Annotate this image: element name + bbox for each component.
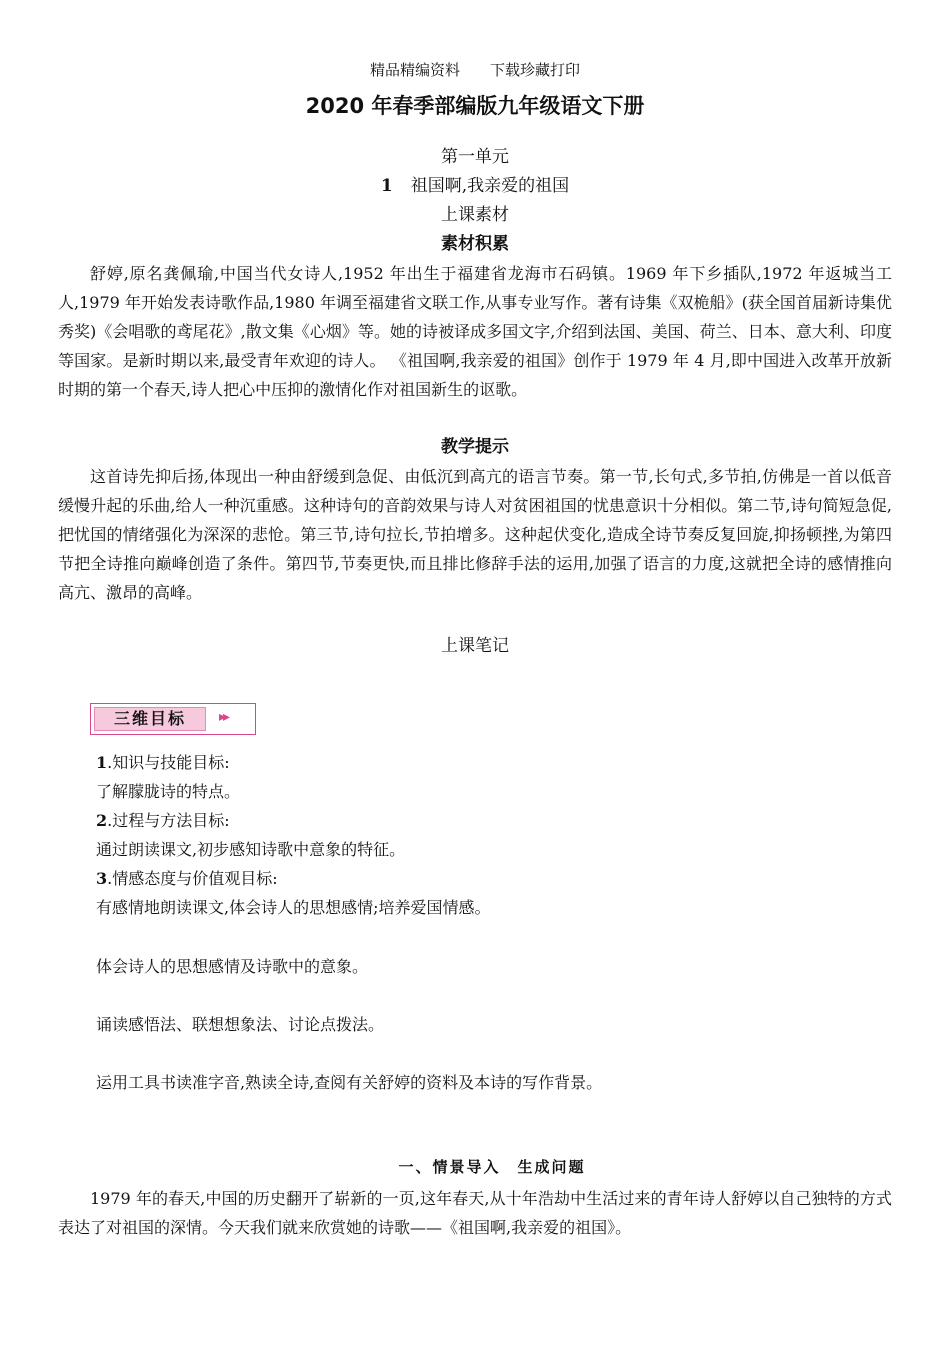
section-notes-title: 上课笔记: [441, 636, 509, 656]
goal-2-detail: 通过朗读课文,初步感知诗歌中意象的特征。: [96, 840, 406, 859]
step1-paragraph: 1979 年的春天,中国的历史翻开了崭新的一页,这年春天,从十年浩劫中生活过来的青年诗人舒婷以自己独特的方式表达了对祖国的深情。今天我们就来欣赏她的诗歌——《祖国啊,我亲爱的祖国》。: [58, 1189, 892, 1237]
lesson-title: [0, 174, 950, 198]
goal-1-detail: 了解朦胧诗的特点。: [96, 782, 241, 801]
tips-paragraph: 这首诗先抑后扬,体现出一种由舒缓到急促、由低沉到高亢的语言节奏。第一节,长句式,多节拍,仿佛是一首以低音缓慢升起的乐曲,给人一种沉重感。这种诗句的音韵效果与诗人对贫困祖国的忧患意识十分相似。第二节,诗句简短急促,把忧国的情绪强化为深深的悲怆。第三节,诗句拉长,节拍增多。这种起伏变化,造成全诗节奏反复回旋,抑扬顿挫,为第四节把全诗推向巅峰创造了条件。第四节,节奏更快,而且排比修辞手法的运用,加强了语言的力度,这就把全诗的感情推向高亢、激昂的高峰。: [58, 467, 892, 602]
header-note: 精品精编资料 下载珍藏打印: [369, 61, 580, 79]
lesson-number: 1: [380, 176, 393, 196]
double-arrow-icon: ▸▸: [219, 709, 228, 725]
material-heading: 素材积累: [441, 234, 509, 254]
document-title: 2020 年春季部编版九年级语文下册: [305, 94, 645, 118]
three-goals-badge: [90, 703, 256, 735]
goal-3-title: 3.情感态度与价值观目标:: [96, 869, 278, 888]
goal-1-title: 1.知识与技能目标:: [96, 753, 230, 772]
key-point: 体会诗人的思想感情及诗歌中的意象。: [96, 957, 369, 976]
unit-title: 第一单元: [441, 147, 509, 167]
goal-3-detail: 有感情地朗读课文,体会诗人的思想感情;培养爱国情感。: [96, 898, 491, 917]
material-paragraph: 舒婷,原名龚佩瑜,中国当代女诗人,1952 年出生于福建省龙海市石码镇。1969 年下乡插队,1972 年返城当工人,1979 年开始发表诗歌作品,1980 年调至福建省文联工作,从事专业写作。著有诗集《双桅船》(获全国首届新诗集优秀奖)《会唱歌的鸢尾花》,散文集《心烟》等。她的诗被译成多国文字,介绍到法国、美国、荷兰、日本、意大利、印度等国家。是新时期以来,最受青年欢迎的诗人。 《祖国啊,我亲爱的祖国》创作于 1979 年 4 月,即中国进入改革开放新时期的第一个春天,诗人把心中压抑的激情化作对祖国新生的讴歌。: [58, 264, 892, 399]
preparation: 运用工具书读准字音,熟读全诗,查阅有关舒婷的资料及本诗的写作背景。: [96, 1073, 603, 1092]
tips-heading: 教学提示: [441, 437, 509, 457]
badge-label: 三维目标: [94, 707, 206, 731]
lesson-name: 祖国啊,我亲爱的祖国: [410, 176, 570, 196]
section-material-title: 上课素材: [441, 205, 509, 225]
teaching-method: 诵读感悟法、联想想象法、讨论点拨法。: [96, 1015, 385, 1034]
step1-heading: 一、情景导入 生成问题: [398, 1158, 586, 1176]
goal-2-title: 2.过程与方法目标:: [96, 811, 230, 830]
